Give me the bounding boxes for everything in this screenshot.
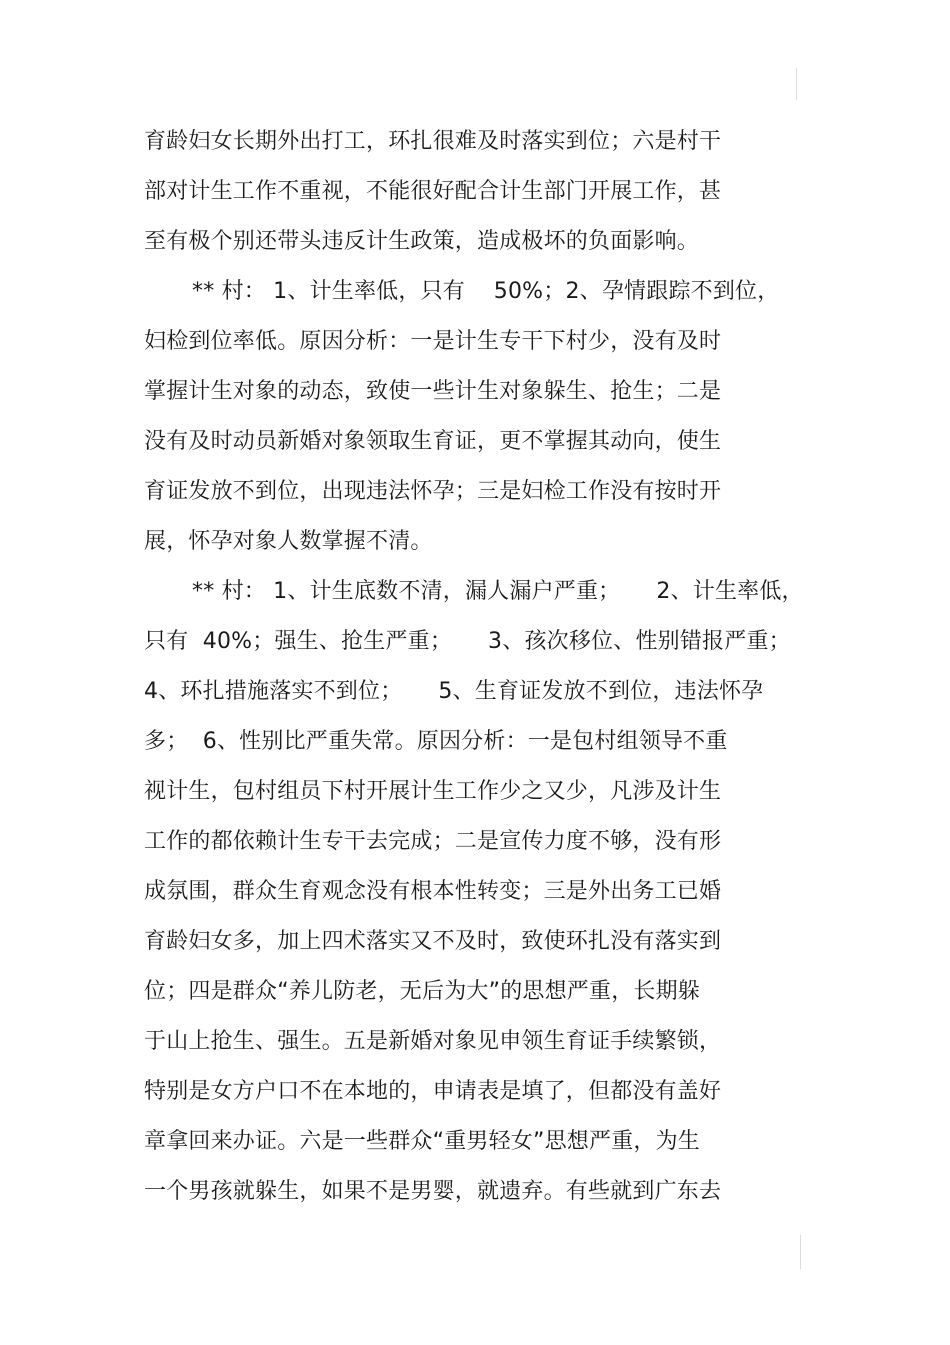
page-edge-mark-top — [796, 68, 797, 100]
text-line: 部对计生工作不重视，不能很好配合计生部门开展工作，甚 — [144, 179, 722, 204]
text-line: 没有及时动员新婚对象领取生育证，更不掌握其动向，使生 — [144, 429, 722, 454]
page-edge-mark-bottom — [800, 1235, 801, 1269]
text-line: 工作的都依赖计生专干去完成；二是宣传力度不够，没有形 — [144, 829, 722, 854]
text-line: 一个男孩就躲生，如果不是男婴，就遗弃。有些就到广东去 — [144, 1179, 722, 1204]
text-line: 育龄妇女多，加上四术落实又不及时，致使环扎没有落实到 — [144, 929, 722, 954]
text-line: 特别是女方户口不在本地的，申请表是填了，但都没有盖好 — [144, 1079, 722, 1104]
text-line: 展，怀孕对象人数掌握不清。 — [144, 529, 433, 554]
text-line: 只有 40%；强生、抢生严重； 3、孩次移位、性别错报严重； — [144, 629, 791, 654]
paragraph-start-line: ** 村： 1、计生底数不清，漏人漏户严重； 2、计生率低， — [192, 579, 804, 604]
text-line: 至有极个别还带头违反计生政策，造成极坏的负面影响。 — [144, 229, 700, 254]
text-line: 育龄妇女长期外出打工，环扎很难及时落实到位；六是村干 — [144, 129, 722, 154]
text-line: 妇检到位率低。原因分析：一是计生专干下村少，没有及时 — [144, 329, 722, 354]
paragraph-start-line: ** 村： 1、计生率低，只有 50%；2、孕情跟踪不到位， — [192, 279, 780, 304]
text-line: 视计生，包村组员下村开展计生工作少之又少，凡涉及计生 — [144, 779, 722, 804]
text-line: 成氛围，群众生育观念没有根本性转变；三是外出务工已婚 — [144, 879, 722, 904]
text-line: 掌握计生对象的动态，致使一些计生对象躲生、抢生；二是 — [144, 379, 722, 404]
text-line: 位；四是群众“养儿防老，无后为大”的思想严重，长期躲 — [144, 979, 700, 1004]
text-line: 于山上抢生、强生。五是新婚对象见申领生育证手续繁锁， — [144, 1029, 722, 1054]
text-line: 章拿回来办证。六是一些群众“重男轻女”思想严重，为生 — [144, 1129, 700, 1154]
text-line: 育证发放不到位，出现违法怀孕；三是妇检工作没有按时开 — [144, 479, 722, 504]
text-line: 4、环扎措施落实不到位； 5、生育证发放不到位，违法怀孕 — [144, 679, 764, 704]
text-line: 多； 6、性别比严重失常。原因分析：一是包村组领导不重 — [144, 729, 728, 754]
